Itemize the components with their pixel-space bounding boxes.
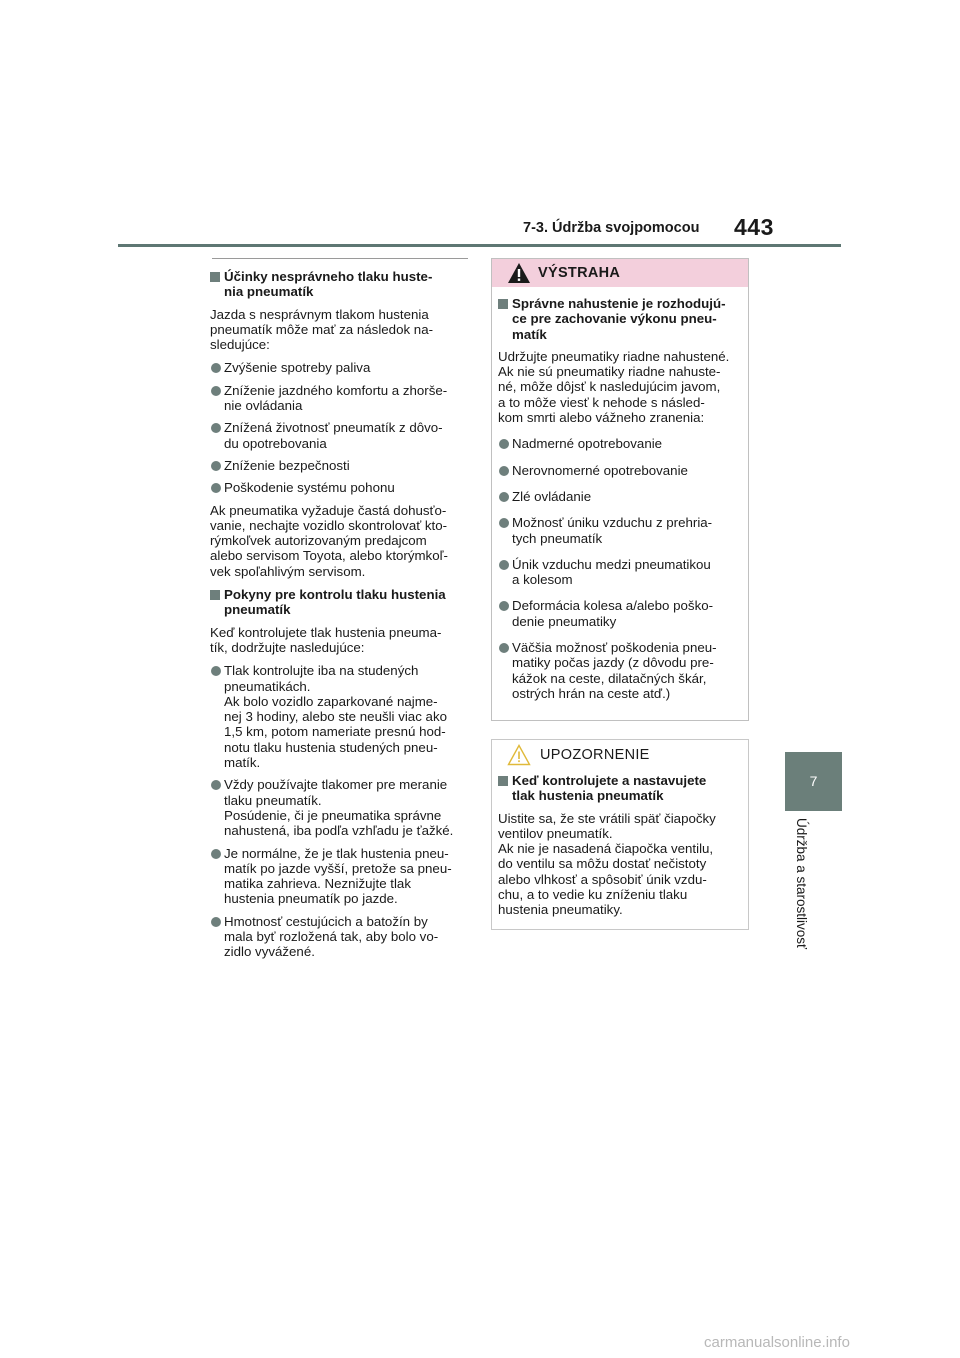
text-line: notu tlaku hustenia studených pneu- — [224, 739, 438, 755]
list-item — [210, 663, 468, 770]
list-item — [498, 640, 742, 701]
text-line: Ak nie sú pneumatiky riadne nahuste- — [498, 364, 721, 380]
text-line: Keď kontrolujete a nastavujete — [512, 773, 707, 788]
notice-header — [492, 740, 748, 772]
bullet-list — [210, 360, 468, 495]
round-bullet-icon — [499, 601, 509, 611]
warning-header — [492, 259, 748, 287]
text-line: pneumatikách. — [224, 678, 311, 694]
notice-body — [498, 811, 742, 918]
text-line: Možnosť úniku vzduchu z prehria- — [512, 515, 713, 531]
text-line: alebo servisom Toyota, alebo ktorýmkoľ- — [210, 548, 448, 564]
column-top-rule — [212, 258, 468, 259]
list-item — [498, 515, 742, 546]
text-line: kážok na ceste, dilatačných škár, — [512, 670, 707, 686]
text-line: Únik vzduchu medzi pneumatikou — [512, 556, 711, 572]
left-column — [210, 258, 468, 967]
square-bullet-icon — [498, 776, 508, 786]
list-item — [210, 420, 468, 451]
text-line: matík — [512, 326, 547, 342]
text-line: Účinky nesprávneho tlaku huste- — [224, 269, 433, 284]
text-line: hustenia pneumatík po jazde. — [224, 891, 398, 907]
text-line: matiky počas jazdy (z dôvodu pre- — [512, 655, 714, 671]
round-bullet-icon — [499, 439, 509, 449]
text-line: rýmkoľvek autorizovaným predajcom — [210, 533, 427, 549]
text-line: Zníženie bezpečnosti — [224, 457, 350, 473]
text-line: ostrých hrán na ceste atď.) — [512, 685, 671, 701]
text-line: matík. — [224, 755, 261, 771]
round-bullet-icon — [499, 518, 509, 528]
text-line: Uistite sa, že ste vrátili späť čiapočky — [498, 810, 716, 826]
text-line: sledujúce: — [210, 337, 270, 353]
notice-heading — [498, 773, 742, 804]
notice-title: UPOZORNENIE — [540, 747, 650, 763]
text-line: Väčšia možnosť poškodenia pneu- — [512, 640, 717, 656]
text-line: a kolesom — [512, 572, 573, 588]
text-line: tlak hustenia pneumatík — [512, 788, 664, 804]
round-bullet-icon — [211, 849, 221, 859]
text-line: nej 3 hodiny, alebo ste neušli viac ako — [224, 709, 447, 725]
list-item — [210, 360, 468, 375]
text-line: Hmotnosť cestujúcich a batožín by — [224, 913, 428, 929]
square-bullet-icon — [210, 590, 220, 600]
chapter-tab: 7 — [785, 752, 842, 811]
text-line: denie pneumatiky — [512, 613, 617, 629]
text-line: du opotrebovania — [224, 435, 327, 451]
list-item — [498, 489, 742, 504]
text-line: matík po jazde vyšší, pretože sa pneu- — [224, 860, 452, 876]
text-line: hustenia pneumatiky. — [498, 902, 623, 918]
notice-box — [491, 739, 749, 930]
bullet-list — [210, 663, 468, 959]
text-line: né, môže dôjsť k nasledujúcim javom, — [498, 379, 721, 395]
text-line: ce pre zachovanie výkonu pneu- — [512, 311, 717, 327]
text-line: Ak bolo vozidlo zaparkované najme- — [224, 693, 438, 709]
round-bullet-icon — [211, 423, 221, 433]
text-line: Je normálne, že je tlak hustenia pneu- — [224, 845, 449, 861]
text-line: Nadmerné opotrebovanie — [512, 436, 663, 452]
text-line: matika zahrieva. Neznižujte tlak — [224, 876, 411, 892]
text-line: Poškodenie systému pohonu — [224, 480, 395, 496]
text-line: Správne nahustenie je rozhodujú- — [512, 296, 726, 311]
text-line: nahustená, iba podľa vzhľadu je ťažké. — [224, 823, 454, 839]
warning-intro — [498, 349, 742, 425]
text-line: tík, dodržujte nasledujúce: — [210, 639, 365, 655]
square-bullet-icon — [498, 299, 508, 309]
text-line: Zvýšenie spotreby paliva — [224, 360, 371, 376]
warning-box — [491, 258, 749, 721]
section-heading — [210, 587, 468, 618]
text-line: nia pneumatík — [224, 284, 314, 300]
caution-triangle-outline-icon — [507, 744, 531, 766]
text-line: chu, a to vedie ku zníženiu tlaku — [498, 887, 688, 903]
round-bullet-icon — [211, 363, 221, 373]
text-line: Jazda s nesprávnym tlakom hustenia — [210, 306, 429, 322]
text-line: pneumatík — [224, 602, 291, 618]
section-heading — [210, 269, 468, 300]
round-bullet-icon — [499, 560, 509, 570]
text-line: Tlak kontrolujte iba na studených — [224, 663, 419, 679]
list-item — [498, 463, 742, 478]
list-item — [498, 598, 742, 629]
round-bullet-icon — [211, 461, 221, 471]
text-line: Udržujte pneumatiky riadne nahustené. — [498, 348, 730, 364]
list-item — [210, 458, 468, 473]
text-line: Keď kontrolujete tlak hustenia pneuma- — [210, 624, 442, 640]
section-title: 7-3. Údržba svojpomocou — [523, 220, 700, 236]
warning-heading — [498, 296, 742, 342]
round-bullet-icon — [499, 492, 509, 502]
text-line: Zníženie jazdného komfortu a zhorše- — [224, 382, 448, 398]
round-bullet-icon — [211, 666, 221, 676]
text-line: Ak pneumatika vyžaduje častá dohusťo- — [210, 502, 447, 518]
section-intro — [210, 625, 468, 656]
text-line: Znížená životnosť pneumatík z dôvo- — [224, 420, 443, 436]
text-line: Posúdenie, či je pneumatika správne — [224, 807, 442, 823]
list-item — [210, 846, 468, 907]
list-item — [210, 777, 468, 838]
section-intro — [210, 307, 468, 353]
text-line: Nerovnomerné opotrebovanie — [512, 462, 688, 478]
text-line: a to môže viesť k nehode s násled- — [498, 394, 705, 410]
round-bullet-icon — [211, 483, 221, 493]
chapter-side-label: Údržba a starostlivosť — [794, 818, 809, 950]
text-line: Zlé ovládanie — [512, 488, 592, 504]
text-line: alebo vlhkosť a spôsobiť únik vzdu- — [498, 871, 707, 887]
list-item — [210, 383, 468, 414]
text-line: do ventilu sa môžu dostať nečistoty — [498, 856, 707, 872]
text-line: vanie, nechajte vozidlo skontrolovať kto- — [210, 517, 448, 533]
text-line: ventilov pneumatík. — [498, 825, 613, 841]
text-line: Deformácia kolesa a/alebo poško- — [512, 598, 714, 614]
section-outro — [210, 503, 468, 579]
round-bullet-icon — [499, 466, 509, 476]
text-line: pneumatík môže mať za následok na- — [210, 321, 434, 337]
page-number: 443 — [734, 214, 774, 240]
text-line: tlaku pneumatík. — [224, 792, 322, 808]
warning-triangle-icon — [507, 262, 531, 284]
text-line: 1,5 km, potom nameriate presnú hod- — [224, 724, 446, 740]
bullet-list — [498, 436, 742, 701]
list-item — [210, 914, 468, 960]
text-line: Vždy používajte tlakomer pre meranie — [224, 777, 448, 793]
round-bullet-icon — [211, 386, 221, 396]
round-bullet-icon — [211, 917, 221, 927]
text-line: vek spoľahlivým servisom. — [210, 563, 366, 579]
list-item — [498, 557, 742, 588]
text-line: zidlo vyvážené. — [224, 944, 315, 960]
watermark: carmanualsonline.info — [704, 1334, 850, 1351]
text-line: kom smrti alebo vážneho zranenia: — [498, 410, 705, 426]
list-item — [498, 436, 742, 451]
round-bullet-icon — [499, 643, 509, 653]
warning-title: VÝSTRAHA — [538, 265, 621, 281]
text-line: mala byť rozložená tak, aby bolo vo- — [224, 928, 439, 944]
text-line: nie ovládania — [224, 398, 303, 414]
text-line: Pokyny pre kontrolu tlaku hustenia — [224, 587, 446, 603]
text-line: Ak nie je nasadená čiapočka ventilu, — [498, 841, 714, 857]
text-line: tych pneumatík — [512, 530, 603, 546]
round-bullet-icon — [211, 780, 221, 790]
header-divider — [118, 244, 841, 247]
square-bullet-icon — [210, 272, 220, 282]
list-item — [210, 480, 468, 495]
